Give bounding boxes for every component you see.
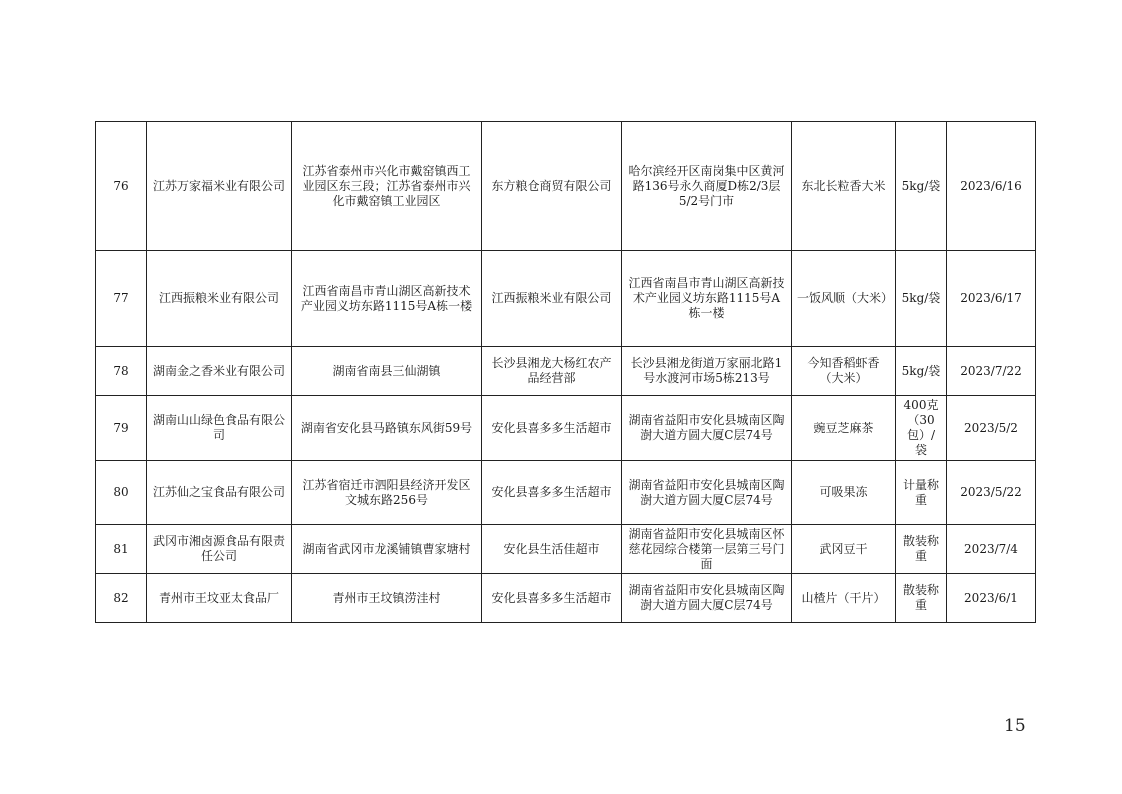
producer-address: 湖南省武冈市龙溪铺镇曹家塘村 — [292, 525, 482, 574]
producer-name: 江苏仙之宝食品有限公司 — [147, 461, 292, 525]
producer-address: 湖南省南县三仙湖镇 — [292, 347, 482, 396]
seller-name: 安化县生活佳超市 — [482, 525, 622, 574]
production-date: 2023/6/17 — [947, 251, 1036, 347]
producer-name: 武冈市湘卤源食品有限责任公司 — [147, 525, 292, 574]
product-name: 今知香稻虾香（大米） — [792, 347, 896, 396]
seller-name: 东方粮仓商贸有限公司 — [482, 122, 622, 251]
row-number: 82 — [96, 574, 147, 623]
producer-name: 湖南山山绿色食品有限公司 — [147, 396, 292, 461]
product-spec: 5kg/袋 — [896, 251, 947, 347]
product-spec: 5kg/袋 — [896, 347, 947, 396]
row-number: 77 — [96, 251, 147, 347]
seller-address: 江西省南昌市青山湖区高新技术产业园义坊东路1115号A栋一楼 — [622, 251, 792, 347]
table-row — [96, 461, 1036, 525]
product-name: 豌豆芝麻茶 — [792, 396, 896, 461]
production-date: 2023/5/2 — [947, 396, 1036, 461]
seller-address: 湖南省益阳市安化县城南区陶澍大道方圆大厦C层74号 — [622, 461, 792, 525]
producer-address: 青州市王坟镇涝洼村 — [292, 574, 482, 623]
row-number: 81 — [96, 525, 147, 574]
production-date: 2023/7/22 — [947, 347, 1036, 396]
table-row — [96, 122, 1036, 251]
production-date: 2023/5/22 — [947, 461, 1036, 525]
product-spec: 散装称重 — [896, 574, 947, 623]
product-name: 可吸果冻 — [792, 461, 896, 525]
seller-address: 湖南省益阳市安化县城南区怀慈花园综合楼第一层第三号门面 — [622, 525, 792, 574]
table-row — [96, 251, 1036, 347]
table-row — [96, 396, 1036, 461]
product-spec: 5kg/袋 — [896, 122, 947, 251]
row-number: 76 — [96, 122, 147, 251]
producer-address: 湖南省安化县马路镇东风街59号 — [292, 396, 482, 461]
producer-address: 江苏省宿迁市泗阳县经济开发区文城东路256号 — [292, 461, 482, 525]
product-spec: 散装称重 — [896, 525, 947, 574]
production-date: 2023/6/16 — [947, 122, 1036, 251]
seller-address: 长沙县湘龙街道万家丽北路1号水渡河市场5栋213号 — [622, 347, 792, 396]
producer-name: 江西振粮米业有限公司 — [147, 251, 292, 347]
seller-name: 安化县喜多多生活超市 — [482, 574, 622, 623]
seller-address: 哈尔滨经开区南岗集中区黄河路136号永久商厦D栋2/3层5/2号门市 — [622, 122, 792, 251]
producer-address: 江苏省泰州市兴化市戴窑镇西工业园区东三段；江苏省泰州市兴化市戴窑镇工业园区 — [292, 122, 482, 251]
producer-name: 湖南金之香米业有限公司 — [147, 347, 292, 396]
seller-address: 湖南省益阳市安化县城南区陶澍大道方圆大厦C层74号 — [622, 574, 792, 623]
product-name: 一饭风顺（大米） — [792, 251, 896, 347]
product-name: 东北长粒香大米 — [792, 122, 896, 251]
page-number: 15 — [1004, 716, 1026, 736]
seller-name: 长沙县湘龙大杨红农产品经营部 — [482, 347, 622, 396]
producer-name: 青州市王坟亚太食品厂 — [147, 574, 292, 623]
producer-name: 江苏万家福米业有限公司 — [147, 122, 292, 251]
row-number: 80 — [96, 461, 147, 525]
table-row — [96, 525, 1036, 574]
producer-address: 江西省南昌市青山湖区高新技术产业园义坊东路1115号A栋一楼 — [292, 251, 482, 347]
inspection-table — [95, 121, 1036, 623]
seller-address: 湖南省益阳市安化县城南区陶澍大道方圆大厦C层74号 — [622, 396, 792, 461]
product-name: 武冈豆干 — [792, 525, 896, 574]
product-spec: 400克（30包）/袋 — [896, 396, 947, 461]
row-number: 79 — [96, 396, 147, 461]
product-spec: 计量称重 — [896, 461, 947, 525]
seller-name: 安化县喜多多生活超市 — [482, 396, 622, 461]
table-row — [96, 574, 1036, 623]
seller-name: 江西振粮米业有限公司 — [482, 251, 622, 347]
production-date: 2023/7/4 — [947, 525, 1036, 574]
product-name: 山楂片（干片） — [792, 574, 896, 623]
production-date: 2023/6/1 — [947, 574, 1036, 623]
table-row — [96, 347, 1036, 396]
row-number: 78 — [96, 347, 147, 396]
seller-name: 安化县喜多多生活超市 — [482, 461, 622, 525]
